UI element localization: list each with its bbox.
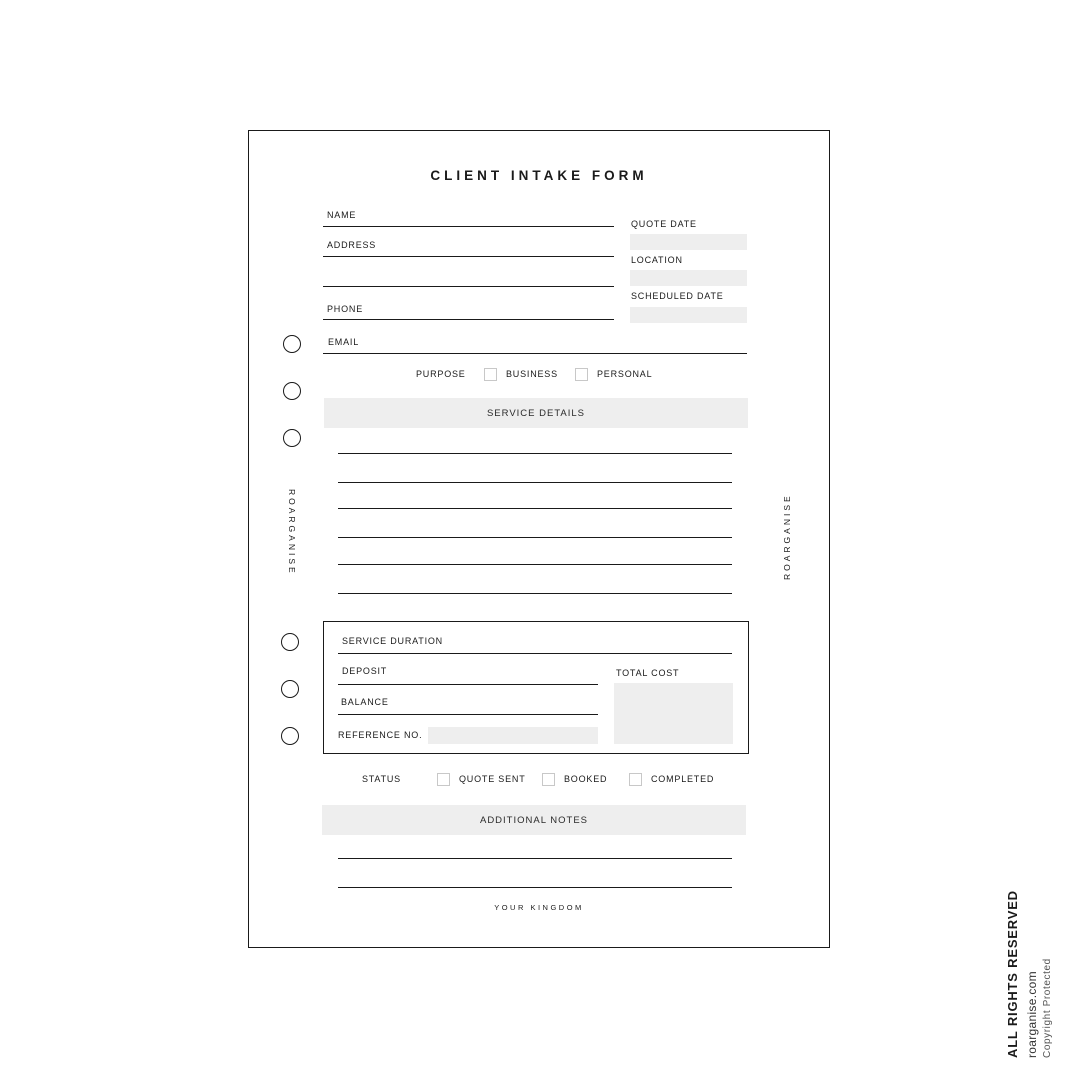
location-field[interactable] [630, 270, 747, 286]
purpose-personal-label: PERSONAL [597, 369, 653, 379]
side-brand-left: ROARGANISE [287, 489, 297, 576]
scheduled-date-label: SCHEDULED DATE [631, 291, 724, 301]
location-label: LOCATION [631, 255, 683, 265]
name-label: NAME [327, 210, 357, 220]
form-footer: YOUR KINGDOM [494, 903, 584, 912]
reference-no-label: REFERENCE NO. [338, 730, 423, 740]
service-duration-field[interactable] [338, 653, 732, 654]
service-details-line[interactable] [338, 564, 732, 565]
service-details-line[interactable] [338, 537, 732, 538]
address-label: ADDRESS [327, 240, 377, 250]
service-details-line[interactable] [338, 482, 732, 483]
binder-hole [281, 633, 299, 651]
balance-label: BALANCE [341, 697, 389, 707]
purpose-business-label: BUSINESS [506, 369, 558, 379]
quote-date-label: QUOTE DATE [631, 219, 697, 229]
status-quote-sent-checkbox[interactable] [437, 773, 450, 786]
purpose-business-checkbox[interactable] [484, 368, 497, 381]
service-details-line[interactable] [338, 508, 732, 509]
phone-label: PHONE [327, 304, 364, 314]
form-title: CLIENT INTAKE FORM [430, 168, 648, 183]
binder-hole [281, 727, 299, 745]
status-completed-checkbox[interactable] [629, 773, 642, 786]
additional-notes-header: ADDITIONAL NOTES [322, 805, 746, 835]
status-completed-label: COMPLETED [651, 774, 715, 784]
name-field[interactable] [323, 226, 614, 227]
address-field[interactable] [323, 256, 614, 257]
reference-no-field[interactable] [428, 727, 598, 744]
address-field-line-2[interactable] [323, 286, 614, 287]
status-booked-checkbox[interactable] [542, 773, 555, 786]
service-details-line[interactable] [338, 453, 732, 454]
phone-field[interactable] [323, 319, 614, 320]
status-quote-sent-label: QUOTE SENT [459, 774, 526, 784]
status-booked-label: BOOKED [564, 774, 608, 784]
notes-line[interactable] [338, 858, 732, 859]
scheduled-date-field[interactable] [630, 307, 747, 323]
purpose-label: PURPOSE [416, 369, 466, 379]
binder-hole [283, 382, 301, 400]
service-duration-label: SERVICE DURATION [342, 636, 443, 646]
copyright-watermark: Copyright Protected [1042, 958, 1053, 1058]
service-details-line[interactable] [338, 593, 732, 594]
email-field[interactable] [323, 353, 747, 354]
side-brand-right: ROARGANISE [782, 493, 792, 580]
purpose-personal-checkbox[interactable] [575, 368, 588, 381]
total-cost-field[interactable] [614, 683, 733, 744]
site-watermark: roarganise.com [1025, 971, 1039, 1058]
total-cost-label: TOTAL COST [616, 668, 680, 678]
quote-date-field[interactable] [630, 234, 747, 250]
deposit-label: DEPOSIT [342, 666, 388, 676]
email-label: EMAIL [328, 337, 360, 347]
service-details-header: SERVICE DETAILS [324, 398, 748, 428]
status-label: STATUS [362, 774, 401, 784]
binder-hole [283, 429, 301, 447]
balance-field[interactable] [338, 714, 598, 715]
binder-hole [283, 335, 301, 353]
rights-watermark: ALL RIGHTS RESERVED [1005, 890, 1020, 1058]
deposit-field[interactable] [338, 684, 598, 685]
binder-hole [281, 680, 299, 698]
notes-line[interactable] [338, 887, 732, 888]
